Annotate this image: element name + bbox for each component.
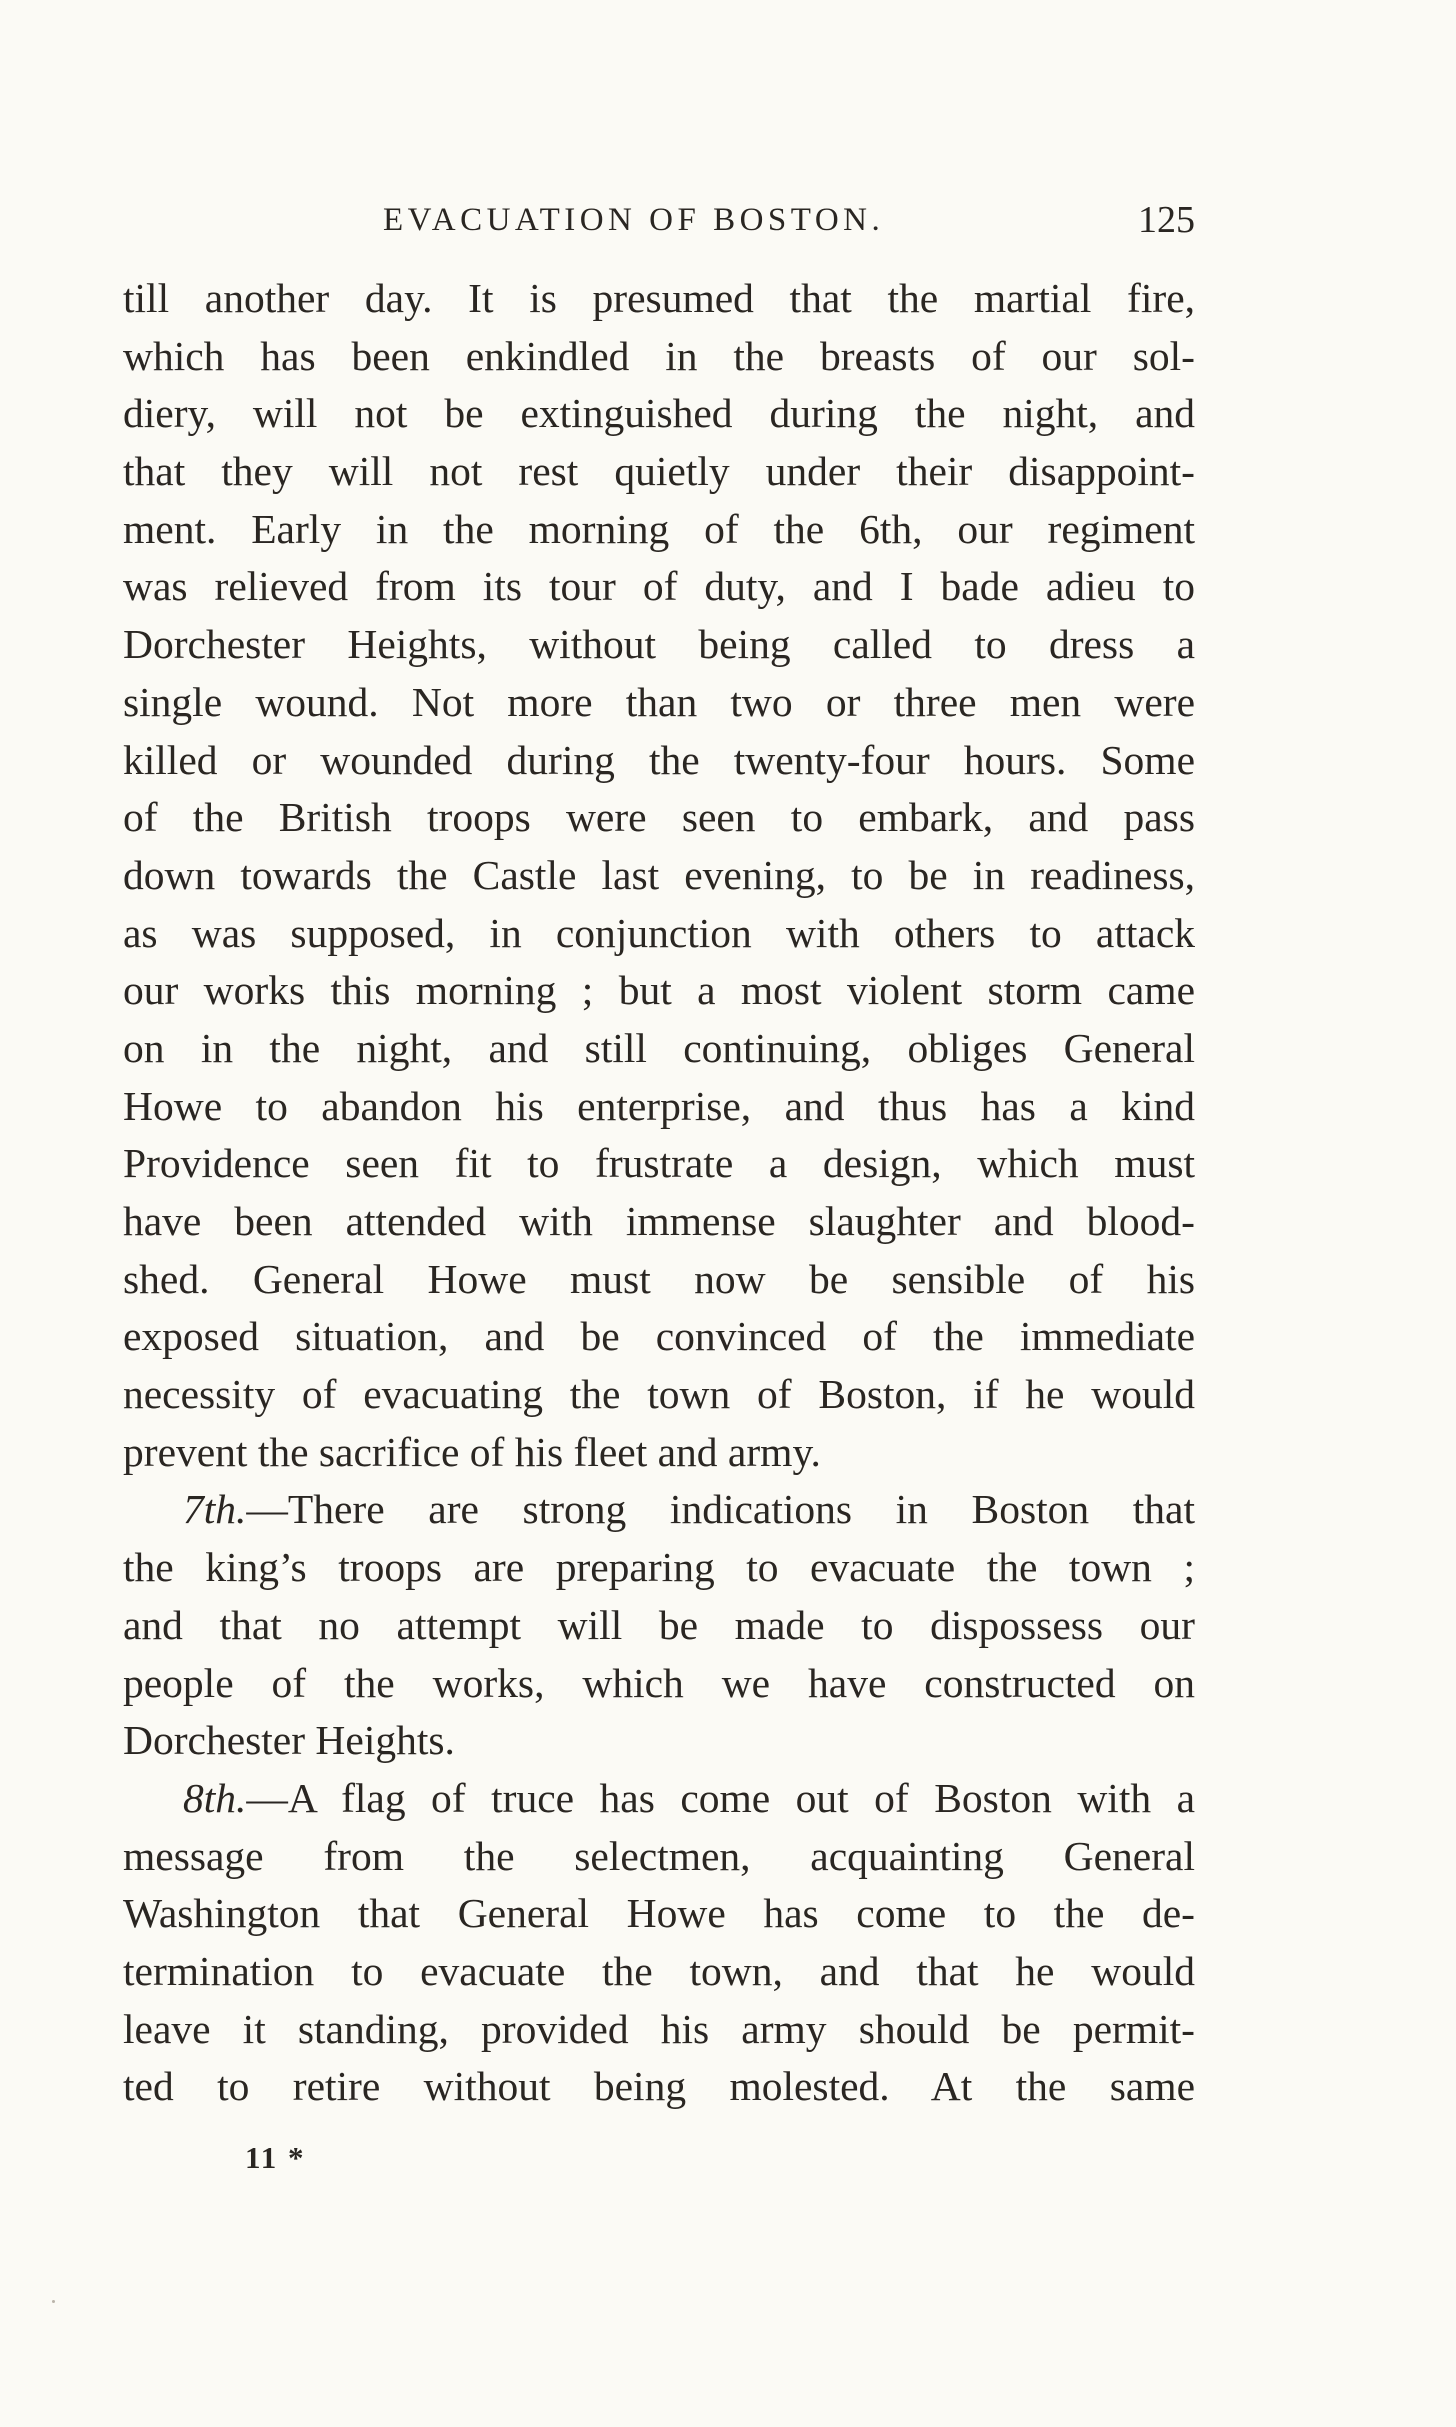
text-line: necessity of evacuating the town of Boston, if he would xyxy=(123,1371,1195,1418)
entry-7th-first-line xyxy=(123,1481,1195,1539)
text-line: exposed situation, and be convinced of the immediate xyxy=(123,1313,1195,1360)
text-line: the king’s troops are preparing to evacuate the town ; xyxy=(123,1544,1195,1591)
running-head xyxy=(125,196,1195,244)
entry-text: —There are strong indications in Boston that xyxy=(246,1486,1195,1533)
text-line: of the British troops were seen to embark, and pass xyxy=(123,794,1195,841)
text-line: was relieved from its tour of duty, and I bade adieu to xyxy=(123,563,1195,610)
text-line: leave it standing, provided his army should be permit- xyxy=(123,2005,1195,2052)
text-line: Providence seen fit to frustrate a design, which must xyxy=(123,1140,1195,1187)
entry-date: 7th. xyxy=(183,1486,247,1533)
entry-8th-first-line xyxy=(123,1770,1195,1828)
paper-speck xyxy=(52,2300,55,2303)
text-line: till another day. It is presumed that the martial fire, xyxy=(123,275,1195,321)
entry-text: —A flag of truce has come out of Boston with a xyxy=(246,1774,1195,1821)
paragraph-end-line: prevent the sacrifice of his fleet and army. xyxy=(123,1428,821,1475)
paragraph-end-line: Dorchester Heights. xyxy=(123,1717,455,1764)
text-line: Howe to abandon his enterprise, and thus has a kind xyxy=(123,1082,1195,1129)
text-line: on in the night, and still continuing, obliges General xyxy=(123,1024,1195,1071)
text-line: killed or wounded during the twenty-four hours. Some xyxy=(123,736,1195,783)
text-line: shed. General Howe must now be sensible of his xyxy=(123,1255,1195,1302)
text-line: as was supposed, in conjunction with others to attack xyxy=(123,909,1195,956)
text-line: Dorchester Heights, without being called to dress a xyxy=(123,621,1195,668)
text-line: people of the works, which we have constructed on xyxy=(123,1659,1195,1706)
text-line: diery, will not be extinguished during the night, and xyxy=(123,390,1195,437)
text-line: ted to retire without being molested. At the same xyxy=(123,2063,1195,2110)
page-number: 125 xyxy=(1138,199,1195,241)
text-line: have been attended with immense slaughter and blood- xyxy=(123,1198,1195,1244)
text-line: which has been enkindled in the breasts of our sol- xyxy=(123,332,1195,379)
text-line: ment. Early in the morning of the 6th, our regiment xyxy=(123,505,1195,552)
text-line: message from the selectmen, acquainting General xyxy=(123,1832,1195,1879)
text-line: that they will not rest quietly under their disappoint- xyxy=(123,448,1195,495)
text-line: Washington that General Howe has come to the de- xyxy=(123,1890,1195,1937)
text-line: termination to evacuate the town, and that he would xyxy=(123,1947,1195,1994)
signature-mark: 11 * xyxy=(245,2140,306,2175)
entry-date: 8th. xyxy=(183,1774,247,1821)
text-line: our works this morning ; but a most violent storm came xyxy=(123,967,1195,1014)
running-title: EVACUATION OF BOSTON. xyxy=(383,202,885,238)
body-text xyxy=(123,270,1195,2116)
text-line: and that no attempt will be made to dispossess our xyxy=(123,1601,1195,1648)
text-line: single wound. Not more than two or three men were xyxy=(123,678,1195,725)
text-line: down towards the Castle last evening, to be in readiness, xyxy=(123,851,1195,898)
